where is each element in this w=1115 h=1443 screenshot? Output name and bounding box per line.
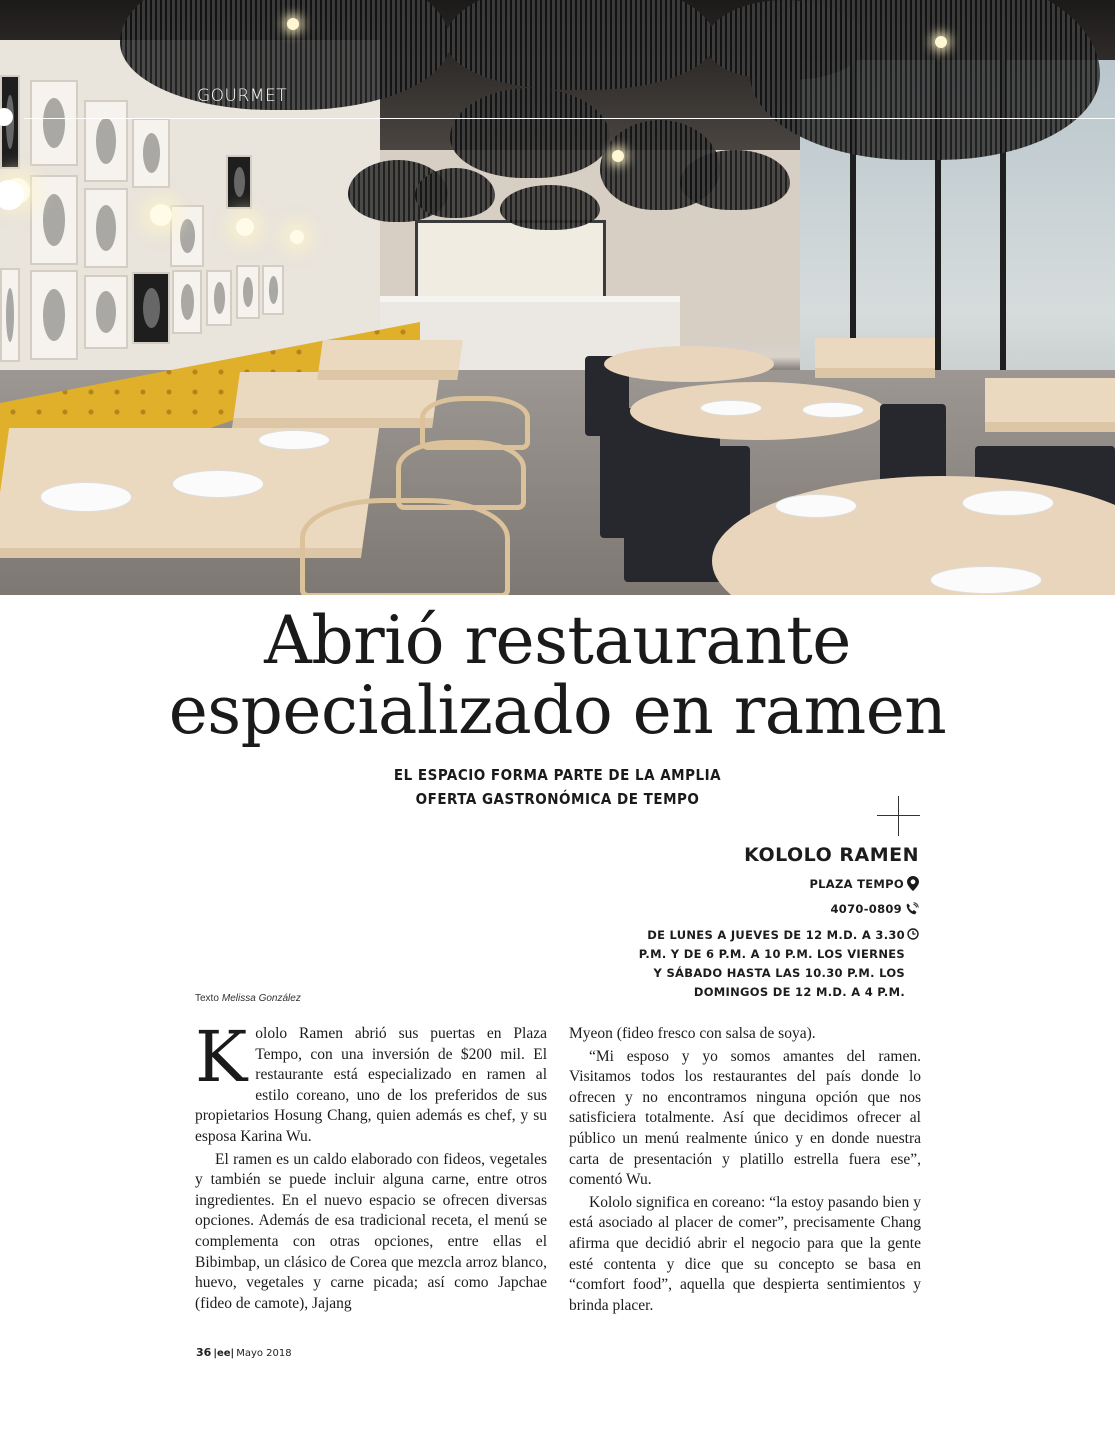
plate xyxy=(700,400,762,416)
article-paragraph: El ramen es un caldo elaborado con fideos, vegetales y también se puede incluir alguna carne, entre otros ingredientes. En el nuevo espacio se ofrecen diversas opciones. Además de esa tradicional receta, el menú se complementa con otras opciones, entre ellas el Bibimbap, un clásico de Corea que mezcla arroz blanco, huevo, vegetales y carne picada; así como Japchae (fideo de camote), Jajang xyxy=(195,1150,547,1312)
plate xyxy=(962,490,1054,516)
subhead-line-1: EL ESPACIO FORMA PARTE DE LA AMPLIA xyxy=(393,766,722,784)
wall-sconce xyxy=(290,230,304,244)
plate xyxy=(775,494,857,518)
byline xyxy=(195,993,301,1004)
pendant-lamp xyxy=(450,88,610,178)
cross-ornament xyxy=(898,796,899,836)
article-headline xyxy=(0,602,1115,749)
wall-art xyxy=(132,272,170,344)
pendant-lamp xyxy=(705,0,865,80)
article-paragraph: “Mi esposo y yo somos amantes del ramen. Visitamos todos los restaurantes del país donde lo ofrecen y no encontramos ninguna opción que nos satisficiera totalmente. Así que decidimos ofrecer al público un menú realmente único y en donde nuestra carta de presentación y platillo estrella fuera ese”, comentó Wu. xyxy=(569,1047,921,1189)
article-paragraph xyxy=(195,1016,547,1148)
pendant-lamp xyxy=(500,185,600,230)
article-column-left xyxy=(195,1016,547,1314)
page-footer xyxy=(196,1346,292,1359)
magazine-logo: |ee| xyxy=(213,1348,235,1359)
headline-line-1: Abrió restaurante xyxy=(264,602,851,679)
article-subhead xyxy=(0,763,1115,811)
opening-hours xyxy=(585,926,905,1002)
location-line xyxy=(809,876,919,891)
hours-line: DE LUNES A JUEVES DE 12 M.D. A 3.30 xyxy=(647,928,905,942)
wall-art xyxy=(84,188,128,268)
dining-table xyxy=(985,378,1115,432)
wall-art xyxy=(30,175,78,265)
article-paragraph: Myeon (fideo fresco con salsa de soya). xyxy=(569,1025,816,1042)
pendant-lamp xyxy=(415,168,495,218)
restaurant-photo xyxy=(0,0,1115,595)
headline-line-2: especializado en ramen xyxy=(168,672,947,749)
wooden-chair xyxy=(300,498,510,595)
round-table xyxy=(604,346,774,382)
restaurant-name: KOLOLO RAMEN xyxy=(744,844,919,866)
issue-date: Mayo 2018 xyxy=(236,1348,292,1359)
wall-sconce xyxy=(150,204,172,226)
wooden-chair xyxy=(420,396,530,450)
light-bulb xyxy=(935,36,947,48)
dining-table xyxy=(317,340,463,380)
plate xyxy=(930,566,1042,594)
phone-line xyxy=(831,902,920,916)
wall-art xyxy=(0,268,20,362)
article-paragraph: Kololo significa en coreano: “la estoy pasando bien y está asociado al placer de comer”, precisamente Chang afirma que decidió abrir el negocio para que la gente esté contenta y dice que su concepto se basa en “comfort food”, aquella que despierta sentimientos y brinda placer. xyxy=(569,1193,921,1314)
byline-author: Melissa González xyxy=(221,993,301,1004)
wall-art xyxy=(226,155,252,209)
dining-table xyxy=(815,338,935,378)
wall-sconce xyxy=(236,218,254,236)
light-bulb xyxy=(612,150,624,162)
phone-icon xyxy=(905,902,919,916)
plate xyxy=(172,470,264,498)
phone-text: 4070-0809 xyxy=(830,902,902,916)
dining-table xyxy=(232,372,440,428)
wall-art xyxy=(236,265,260,319)
wooden-chair xyxy=(396,440,526,510)
plate xyxy=(40,482,132,512)
byline-prefix: Texto xyxy=(195,993,219,1004)
light-bulb xyxy=(287,18,299,30)
paragraph-text: ololo Ramen abrió sus puertas en Plaza Tempo, con una inversión de $200 mil. El restaurante está especializado en ramen al estilo coreano, uno de los preferidos de sus propietarios Hosung Chang, quien además es chef, y su esposa Karina Wu. xyxy=(195,1025,547,1145)
subhead-line-2: OFERTA GASTRONÓMICA DE TEMPO xyxy=(415,790,700,808)
wall-art xyxy=(170,205,204,267)
hours-line: DOMINGOS DE 12 M.D. A 4 P.M. xyxy=(693,985,905,999)
plate xyxy=(802,402,864,418)
wall-art xyxy=(206,270,232,326)
pendant-lamp xyxy=(445,0,715,90)
clock-icon xyxy=(907,928,919,940)
wall-art xyxy=(172,270,202,334)
article-column-right xyxy=(569,1024,921,1316)
map-pin-icon xyxy=(907,876,919,891)
kitchen-window xyxy=(415,220,606,300)
hours-line: Y SÁBADO HASTA LAS 10.30 P.M. LOS xyxy=(653,966,905,980)
pendant-lamp xyxy=(680,150,790,210)
wall-art xyxy=(84,100,128,182)
wall-art xyxy=(262,265,284,315)
page-number: 36 xyxy=(196,1346,212,1359)
wall-art xyxy=(30,270,78,360)
wall-art xyxy=(30,80,78,166)
section-rule xyxy=(24,118,1115,119)
section-label: GOURMET xyxy=(197,86,288,106)
plate xyxy=(258,430,330,450)
wall-art xyxy=(132,118,170,188)
location-text: PLAZA TEMPO xyxy=(809,876,904,891)
wall-art xyxy=(84,275,128,349)
cross-ornament xyxy=(877,815,920,816)
hours-line: P.M. Y DE 6 P.M. A 10 P.M. LOS VIERNES xyxy=(638,947,905,961)
drop-cap: K xyxy=(195,1016,248,1098)
